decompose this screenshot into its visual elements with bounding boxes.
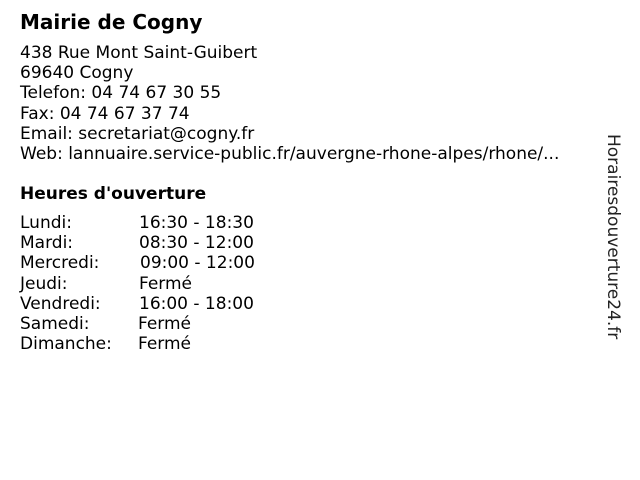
time-range: Fermé bbox=[138, 313, 192, 334]
day-label: Lundi: bbox=[20, 213, 72, 233]
hours-row-wednesday bbox=[20, 253, 340, 273]
hours-row-monday bbox=[20, 213, 340, 233]
fax-number: Fax: 04 74 67 37 74 bbox=[20, 103, 190, 124]
address-block bbox=[20, 43, 559, 164]
time-range: 16:00 - 18:00 bbox=[139, 293, 254, 314]
day-label: Samedi: bbox=[20, 313, 90, 334]
street-address: 438 Rue Mont Saint-Guibert bbox=[20, 43, 258, 63]
time-range: 16:30 - 18:30 bbox=[139, 213, 254, 233]
day-label: Mercredi: bbox=[20, 253, 100, 274]
hours-row-saturday bbox=[20, 314, 340, 334]
day-label: Mardi: bbox=[20, 233, 74, 254]
hours-row-thursday bbox=[20, 274, 340, 294]
hours-row-friday bbox=[20, 294, 340, 314]
time-range: Fermé bbox=[139, 273, 193, 294]
time-range: 09:00 - 12:00 bbox=[140, 253, 255, 274]
hours-row-tuesday bbox=[20, 233, 340, 253]
hours-row-sunday bbox=[20, 334, 340, 354]
opening-hours-list bbox=[20, 213, 340, 354]
time-range: 08:30 - 12:00 bbox=[139, 233, 254, 254]
day-label: Dimanche: bbox=[20, 334, 112, 355]
time-range: Fermé bbox=[138, 334, 192, 355]
site-watermark: Horairesdouverture24.fr bbox=[603, 134, 623, 340]
website-link: Web: lannuaire.service-public.fr/auvergne-rhone-alpes/rhone/... bbox=[20, 144, 560, 165]
email-address: Email: secretariat@cogny.fr bbox=[20, 123, 255, 144]
day-label: Jeudi: bbox=[20, 273, 68, 294]
city-address: 69640 Cogny bbox=[20, 63, 134, 84]
page-title: Mairie de Cogny bbox=[20, 10, 203, 34]
opening-hours-heading: Heures d'ouverture bbox=[20, 184, 207, 204]
phone-number: Telefon: 04 74 67 30 55 bbox=[20, 83, 222, 104]
day-label: Vendredi: bbox=[20, 293, 101, 314]
